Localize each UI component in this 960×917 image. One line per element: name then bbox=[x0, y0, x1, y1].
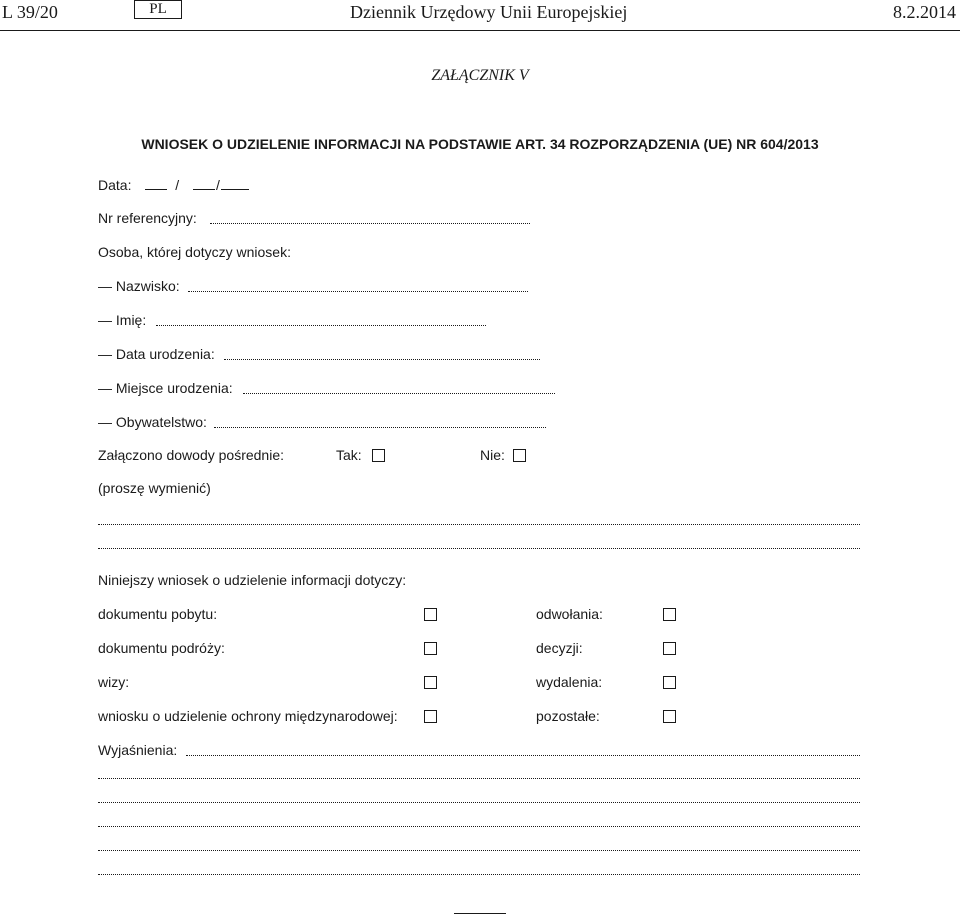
birth-place-label: — Miejsce urodzenia: bbox=[98, 380, 233, 396]
nationality-label: — Obywatelstwo: bbox=[98, 414, 207, 430]
concerns-heading: Niniejszy wniosek o udzielenie informacji dotyczy: bbox=[98, 572, 407, 588]
explanations-label: Wyjaśnienia: bbox=[98, 742, 178, 758]
other-checkbox[interactable] bbox=[663, 710, 676, 723]
visa-label: wizy: bbox=[98, 674, 130, 690]
explanations-fill-line-3[interactable] bbox=[98, 802, 860, 803]
first-name-label: — Imię: bbox=[98, 312, 147, 328]
decision-label: decyzji: bbox=[536, 640, 583, 656]
explanations-fill-line-6[interactable] bbox=[98, 874, 860, 875]
residence-document-label: dokumentu pobytu: bbox=[98, 606, 218, 622]
evidence-yes-checkbox[interactable] bbox=[372, 449, 385, 462]
removal-label: wydalenia: bbox=[536, 674, 603, 690]
explanations-fill-line-2[interactable] bbox=[98, 778, 860, 779]
nationality-fill-line[interactable] bbox=[214, 427, 546, 428]
protection-application-label: wniosku o udzielenie ochrony międzynarodowej: bbox=[98, 708, 398, 724]
language-code-box: PL bbox=[134, 0, 182, 19]
explanations-fill-line-5[interactable] bbox=[98, 850, 860, 851]
person-heading: Osoba, której dotyczy wniosek: bbox=[98, 244, 291, 260]
visa-checkbox[interactable] bbox=[424, 676, 437, 689]
reference-label: Nr referencyjny: bbox=[98, 210, 197, 226]
decision-checkbox[interactable] bbox=[663, 642, 676, 655]
date-row bbox=[98, 177, 249, 193]
journal-title: Dziennik Urzędowy Unii Europejskiej bbox=[350, 2, 628, 22]
protection-application-checkbox[interactable] bbox=[424, 710, 437, 723]
surname-fill-line[interactable] bbox=[188, 291, 528, 292]
birth-date-label: — Data urodzenia: bbox=[98, 346, 215, 362]
residence-document-checkbox[interactable] bbox=[424, 608, 437, 621]
first-name-fill-line[interactable] bbox=[156, 325, 486, 326]
appeal-label: odwołania: bbox=[536, 606, 603, 622]
form-title: WNIOSEK O UDZIELENIE INFORMACJI NA PODSTAWIE ART. 34 ROZPORZĄDZENIA (UE) NR 604/2013 bbox=[141, 136, 819, 152]
birth-date-fill-line[interactable] bbox=[224, 359, 540, 360]
annex-title: ZAŁĄCZNIK V bbox=[431, 67, 529, 84]
reference-fill-line[interactable] bbox=[210, 223, 530, 224]
publication-date: 8.2.2014 bbox=[893, 2, 956, 22]
date-year-blank[interactable] bbox=[221, 177, 249, 190]
surname-label: — Nazwisko: bbox=[98, 278, 180, 294]
removal-checkbox[interactable] bbox=[663, 676, 676, 689]
date-day-blank[interactable] bbox=[145, 177, 167, 190]
evidence-fill-line-2[interactable] bbox=[98, 548, 860, 549]
evidence-yes-label: Tak: bbox=[336, 447, 362, 463]
evidence-label: Załączono dowody pośrednie: bbox=[98, 447, 285, 463]
evidence-fill-line-1[interactable] bbox=[98, 524, 860, 525]
travel-document-label: dokumentu podróży: bbox=[98, 640, 225, 656]
date-month-blank[interactable] bbox=[193, 177, 215, 190]
footer-rule bbox=[454, 913, 506, 914]
explanations-fill-line-1[interactable] bbox=[186, 755, 860, 756]
travel-document-checkbox[interactable] bbox=[424, 642, 437, 655]
date-label: Data: bbox=[98, 177, 132, 193]
evidence-no-checkbox[interactable] bbox=[513, 449, 526, 462]
evidence-no-label: Nie: bbox=[480, 447, 505, 463]
date-separator: / bbox=[216, 177, 220, 193]
birth-place-fill-line[interactable] bbox=[243, 393, 555, 394]
other-label: pozostałe: bbox=[536, 708, 600, 724]
specify-note: (proszę wymienić) bbox=[98, 480, 211, 496]
header-rule bbox=[0, 30, 960, 31]
explanations-fill-line-4[interactable] bbox=[98, 826, 860, 827]
date-separator: / bbox=[175, 177, 180, 193]
appeal-checkbox[interactable] bbox=[663, 608, 676, 621]
page-number: L 39/20 bbox=[2, 2, 58, 22]
